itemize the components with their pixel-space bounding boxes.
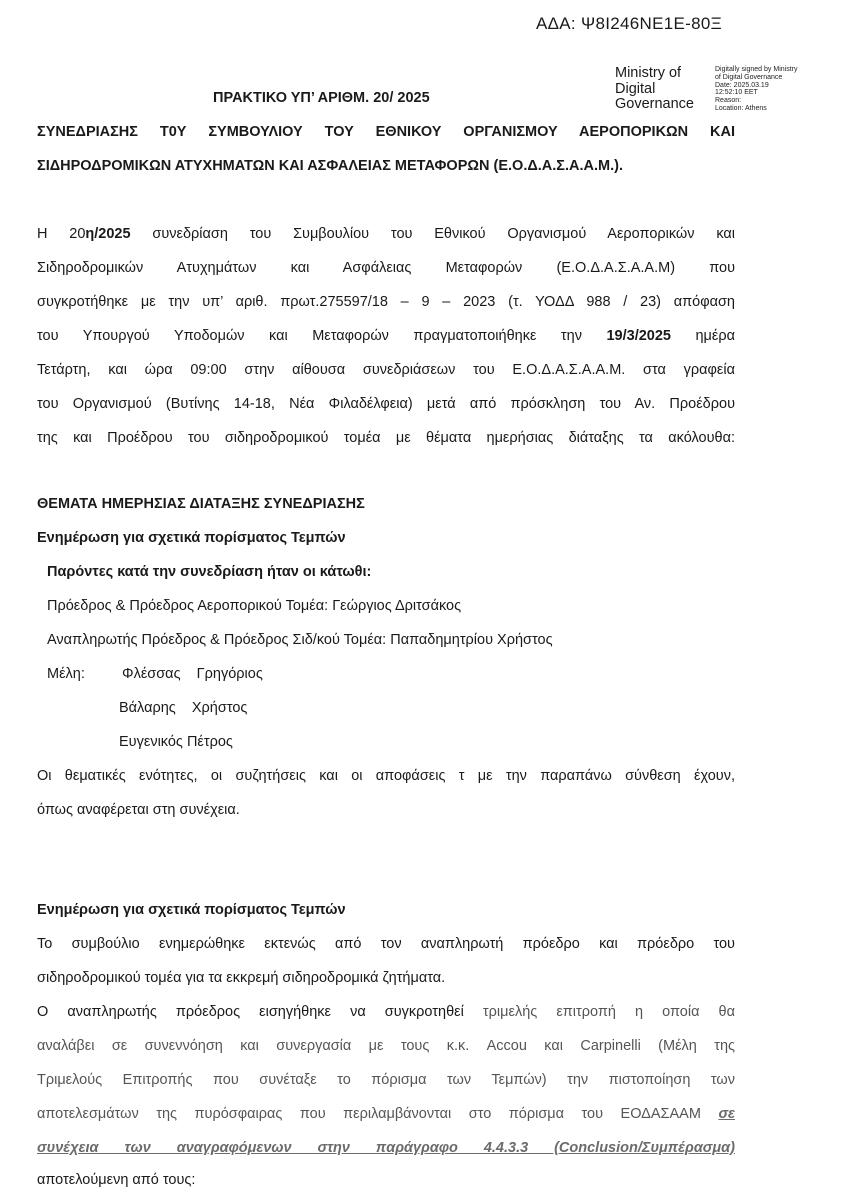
intro-line: Τετάρτη, και ώρα 09:00 στην αίθουσα συνεδριάσεων του Ε.Ο.Δ.Α.Σ.Α.Α.Μ. στα γραφεία: [37, 362, 735, 378]
section-line: σιδηροδρομικού τομέα για τα εκκρεμή σιδηροδρομικά ζητήματα.: [37, 970, 446, 986]
session-number: η/2025: [85, 226, 131, 242]
section-line: [37, 1004, 735, 1020]
text-span: αποτελεσμάτων της πυρόσφαιρας που περιλαμβάνονται στο πόρισμα του ΕΟΔΑΣΑΑΜ: [37, 1106, 719, 1122]
text-span: του Υπουργού Υποδομών και Μεταφορών πραγματοποιήθηκε την: [37, 328, 607, 344]
signature-org-line: Governance: [615, 96, 694, 112]
member-name: Φλέσσας Γρηγόριος: [122, 666, 263, 682]
session-date: 19/3/2025: [606, 328, 671, 344]
section-line: Το συμβούλιο ενημερώθηκε εκτενώς από τον αναπληρωτή πρόεδρο και πρόεδρο του: [37, 936, 735, 952]
agenda-heading: ΘΕΜΑΤΑ ΗΜΕΡΗΣΙΑΣ ΔΙΑΤΑΞΗΣ ΣΥΝΕΔΡΙΑΣΗΣ: [37, 496, 365, 512]
digital-signature-org: [615, 66, 715, 113]
members-label: Μέλη:: [47, 666, 85, 682]
section-line: αναλάβει σε συνεννόηση και συνεργασία με τους κ.κ. Accou και Carpinelli (Μέλη της: [37, 1038, 735, 1054]
signature-org-line: Digital: [615, 80, 656, 97]
intro-line: [37, 328, 735, 344]
section-line: [37, 1106, 735, 1122]
signature-detail-line: 12:52:10 EET: [715, 89, 758, 97]
member-name: Βάλαρης Χρήστος: [119, 700, 248, 716]
summary-line: όπως αναφέρεται στη συνέχεια.: [37, 802, 240, 818]
signature-detail-line: Digitally signed by Ministry: [715, 66, 798, 73]
member-name: Ευγενικός Πέτρος: [119, 734, 233, 750]
attendee-president: Πρόεδρος & Πρόεδρος Αεροπορικού Τομέα: Γεώργιος Δριτσάκος: [47, 598, 462, 614]
signature-detail-line: Reason:: [715, 97, 742, 105]
signature-detail-line: Date: 2025.03.19: [715, 81, 769, 89]
committee-phrase: τριμελής επιτροπή η οποία θα: [482, 1004, 735, 1020]
intro-line: Σιδηροδρομικών Ατυχημάτων και Ασφάλειας Μεταφορών (Ε.Ο.Δ.Α.Σ.Α.Α.Μ) που: [37, 260, 735, 276]
text-span: ημέρα: [670, 328, 735, 344]
section-line: Τριμελούς Επιτροπής που συνέταξε το πόρισμα των Τεμπών) την πιστοποίηση των: [37, 1072, 735, 1088]
document-title: ΠΡΑΚΤΙΚΟ ΥΠ’ ΑΡΙΘΜ. 20/ 2025: [213, 90, 430, 106]
underlined-reference: συνέχεια των αναγραφόμενων στην παράγραφο 4.4.3.3 (Conclusion/Συμπέρασμα): [37, 1140, 735, 1156]
heading-line: ΣΙΔΗΡΟΔΡΟΜΙΚΩΝ ΑΤΥΧΗΜΑΤΩΝ ΚΑΙ ΑΣΦΑΛΕΙΑΣ ΜΕΤΑΦΟΡΩΝ (Ε.Ο.Δ.Α.Σ.Α.Α.Μ.).: [37, 158, 623, 174]
signature-detail-line: Location: Athens: [715, 104, 767, 112]
intro-line: [37, 226, 735, 242]
underlined-reference: σε: [718, 1106, 735, 1122]
attendees-heading: Παρόντες κατά την συνεδρίαση ήταν οι κάτωθι:: [47, 564, 372, 580]
attendee-vice: Αναπληρωτής Πρόεδρος & Πρόεδρος Σιδ/κού Τομέα: Παπαδημητρίου Χρήστος: [47, 632, 553, 648]
section-heading: Ενημέρωση για σχετικά πορίσματος Τεμπών: [37, 902, 346, 918]
text-span: Η 20: [37, 226, 86, 242]
intro-line: της και Προέδρου του σιδηροδρομικού τομέα με θέματα ημερήσιας διάταξης τα ακόλουθα:: [37, 430, 735, 446]
signature-detail-line: of Digital Governance: [715, 73, 783, 81]
heading-line: ΣΥΝΕΔΡΙΑΣΗΣ Τ0Υ ΣΥΜΒΟΥΛΙΟΥ ΤΟΥ ΕΘΝΙΚΟΥ ΟΡΓΑΝΙΣΜΟΥ ΑΕΡΟΠΟΡΙΚΩΝ ΚΑΙ: [37, 124, 735, 140]
digital-signature-details: [715, 66, 825, 113]
signature-org-line: Ministry of: [615, 65, 682, 81]
text-span: Ο αναπληρωτής πρόεδρος εισηγήθηκε να συγκροτηθεί: [37, 1004, 483, 1020]
ada-code: ΑΔΑ: Ψ8Ι246ΝΕ1Ε-80Ξ: [536, 14, 722, 33]
intro-line: του Οργανισμού (Βυτίνης 14-18, Νέα Φιλαδέλφεια) μετά από πρόσκληση του Αν. Προέδρου: [37, 396, 735, 412]
section-line: αποτελούμενη από τους:: [37, 1172, 196, 1188]
text-span: συνεδρίαση του Συμβουλίου του Εθνικού Οργανισμού Αεροπορικών και: [130, 226, 735, 242]
summary-line: Οι θεματικές ενότητες, οι συζητήσεις και οι αποφάσεις τ με την παραπάνω σύνθεση έχουν,: [37, 768, 735, 784]
agenda-item: Ενημέρωση για σχετικά πορίσματος Τεμπών: [37, 530, 346, 546]
intro-line: συγκροτήθηκε με την υπ’ αριθ. πρωτ.275597/18 – 9 – 2023 (τ. ΥΟΔΔ 988 / 23) απόφαση: [37, 294, 735, 310]
